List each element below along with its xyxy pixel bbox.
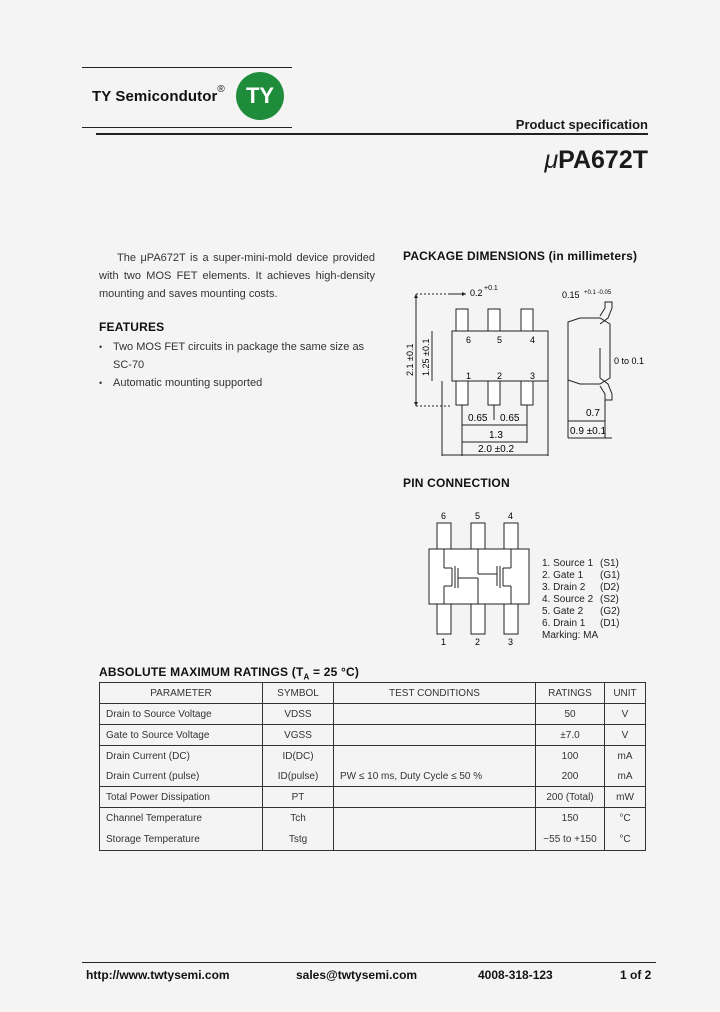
- marking-text: Marking: MA: [542, 630, 599, 641]
- header-rule-bottom: [82, 127, 292, 128]
- lead-3: [521, 381, 533, 405]
- table-row: Drain Current (DC) ID(DC) 100 mA: [100, 746, 646, 767]
- pin-label-6: 6: [466, 335, 472, 345]
- lead-2: [488, 381, 500, 405]
- lead-1: [456, 381, 468, 405]
- pc-pin-6: 6: [441, 511, 447, 521]
- table-row: Gate to Source Voltage VGSS ±7.0 V: [100, 725, 646, 746]
- dim-pitch-b: 0.65: [500, 413, 520, 424]
- brand-name: TY Semicondutor®: [92, 84, 225, 105]
- intro-paragraph: The μPA672T is a super-mini-mold device provided with two MOS FET elements. It achieves high-density mounting and saves mounting costs.: [99, 252, 375, 300]
- side-view-body: [568, 318, 610, 384]
- pin-list-item: 1. Source 1 (S1): [542, 558, 619, 569]
- feature-item: • Two MOS FET circuits in package the same size as SC-70: [99, 338, 377, 374]
- ratings-title: ABSOLUTE MAXIMUM RATINGS ($T_A = 25$ °C): [99, 665, 360, 682]
- dim-pitch-a: 0.65: [468, 413, 488, 424]
- dim-lead-thickness: 0.15: [562, 290, 580, 300]
- pc-pin-1: 1: [441, 637, 447, 647]
- footer-url[interactable]: http://www.twtysemi.com: [86, 968, 230, 982]
- pin-list-item: 2. Gate 1 (G1): [542, 570, 620, 581]
- header-main-rule: [96, 133, 648, 135]
- pin-label-2: 2: [497, 371, 503, 381]
- ty-logo: TY: [236, 72, 284, 120]
- features-list: [99, 338, 377, 392]
- dim-lead-width: 0.2: [470, 288, 483, 298]
- pc-pin-3: 3: [508, 637, 514, 647]
- col-parameter: PARAMETER: [100, 683, 263, 704]
- dim-body-h: 0.7: [586, 408, 600, 419]
- pin-connection-title: PIN CONNECTION: [403, 476, 510, 490]
- ratings-table: [99, 682, 646, 851]
- table-row: Drain Current (pulse) ID(pulse) PW ≤ 10 ms, Duty Cycle ≤ 50 % 200 mA: [100, 766, 646, 787]
- part-number: μPA672T: [544, 146, 648, 174]
- col-unit: UNIT: [605, 683, 646, 704]
- lead-6: [456, 309, 468, 331]
- table-row: Drain to Source Voltage VDSS 50 V: [100, 704, 646, 725]
- pin-label-1: 1: [466, 371, 472, 381]
- table-row: Channel Temperature Tch 150 °C: [100, 808, 646, 829]
- table-row: Total Power Dissipation PT 200 (Total) mW: [100, 787, 646, 808]
- lead-5: [488, 309, 500, 331]
- feature-item: • Automatic mounting supported: [99, 374, 377, 392]
- pin-list-item: 4. Source 2 (S2): [542, 594, 619, 605]
- pin-label-5: 5: [497, 335, 503, 345]
- pin-list-item: 5. Gate 2 (G2): [542, 606, 620, 617]
- pin-list-item: 3. Drain 2 (D2): [542, 582, 620, 593]
- lead-4: [521, 309, 533, 331]
- footer-phone: 4008-318-123: [478, 968, 553, 982]
- table-row: Storage Temperature Tstg −55 to +150 °C: [100, 828, 646, 851]
- pin-list: [542, 558, 620, 642]
- pc-pin-4: 4: [508, 511, 514, 521]
- dim-total-h: 0.9 ±0.1: [570, 426, 607, 437]
- dim-span: 1.3: [489, 430, 503, 441]
- footer-page: 1 of 2: [620, 968, 652, 982]
- pc-pin-5: 5: [475, 511, 481, 521]
- footer-rule: [82, 962, 656, 963]
- dim-height-total: 2.1 ±0.1: [405, 343, 415, 376]
- pc-pin-2: 2: [475, 637, 481, 647]
- pin-label-4: 4: [530, 335, 536, 345]
- header-rule-top: [82, 67, 292, 68]
- features-title: FEATURES: [99, 320, 165, 334]
- footer-email[interactable]: sales@twtysemi.com: [296, 968, 418, 982]
- pin-list-item: 6. Drain 1 (D1): [542, 618, 620, 629]
- package-drawing: [400, 278, 650, 458]
- dim-lead-width-tol: +0.1: [484, 285, 498, 292]
- dim-standoff: 0 to 0.1: [614, 356, 645, 366]
- dim-height-body: 1.25 ±0.1: [421, 338, 431, 376]
- dim-length: 2.0 ±0.2: [478, 444, 515, 455]
- doc-type: Product specification: [515, 117, 648, 132]
- package-title: PACKAGE DIMENSIONS (in millimeters): [403, 249, 638, 263]
- dim-lead-thickness-tol: +0.1 -0.05: [584, 290, 612, 296]
- col-test-conditions: TEST CONDITIONS: [334, 683, 536, 704]
- col-ratings: RATINGS: [536, 683, 605, 704]
- pin-connection-drawing: [425, 508, 535, 648]
- table-header-row: [100, 683, 646, 704]
- col-symbol: SYMBOL: [263, 683, 334, 704]
- pin-label-3: 3: [530, 371, 536, 381]
